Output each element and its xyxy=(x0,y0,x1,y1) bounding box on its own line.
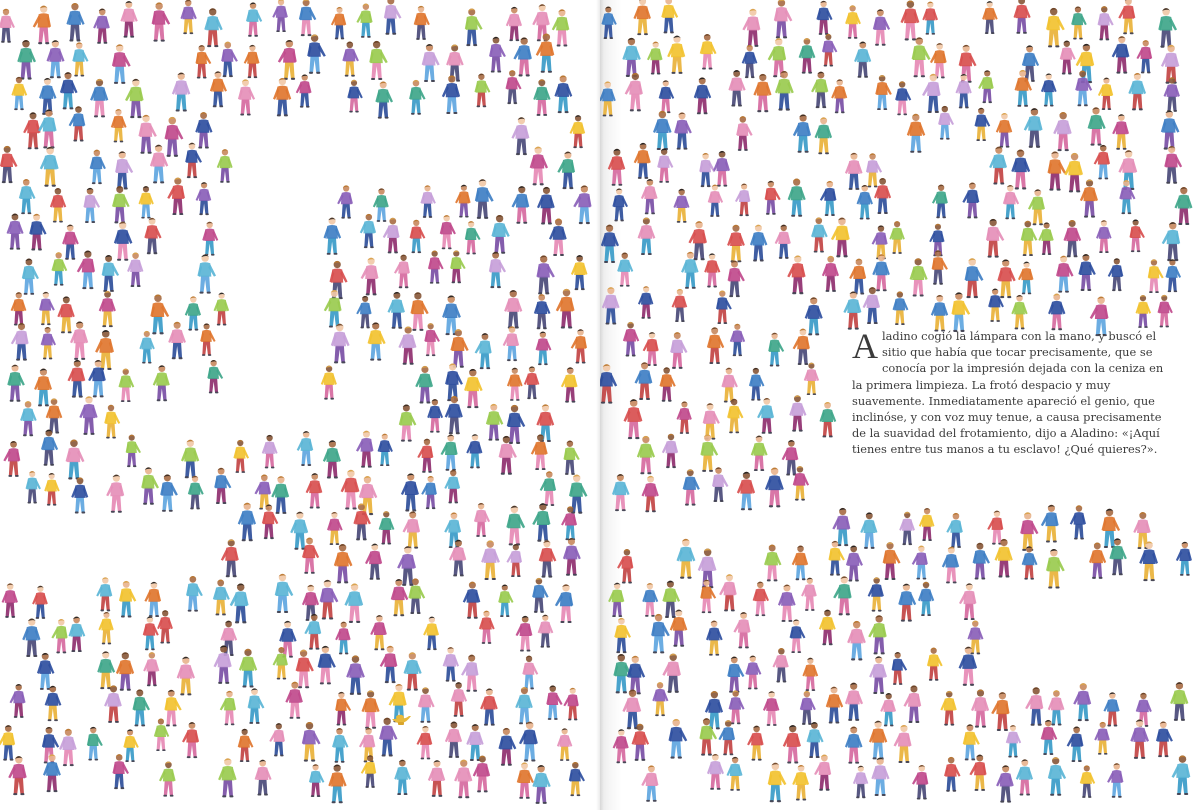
story-text-block xyxy=(852,328,1177,458)
story-paragraph: ladino cogió la lámpara con la mano, y buscó el sitio que había que tocar precisamente, que se conocía por la impresión dejada con la ceniza en la primera limpieza. La frotó despacio y muy suavemente. Inmediatamente apareció el genio, que inclinóse, y con voz muy tenue, a causa precisamente de la suavidad del frotamiento, dijo a Aladino: «¡Aquí tienes entre tus manos a tu esclavo! ¿Qué quieres?». xyxy=(852,329,1164,457)
magic-lamp-icon xyxy=(390,712,412,726)
book-gutter xyxy=(596,0,604,810)
drop-cap: A xyxy=(852,326,878,366)
